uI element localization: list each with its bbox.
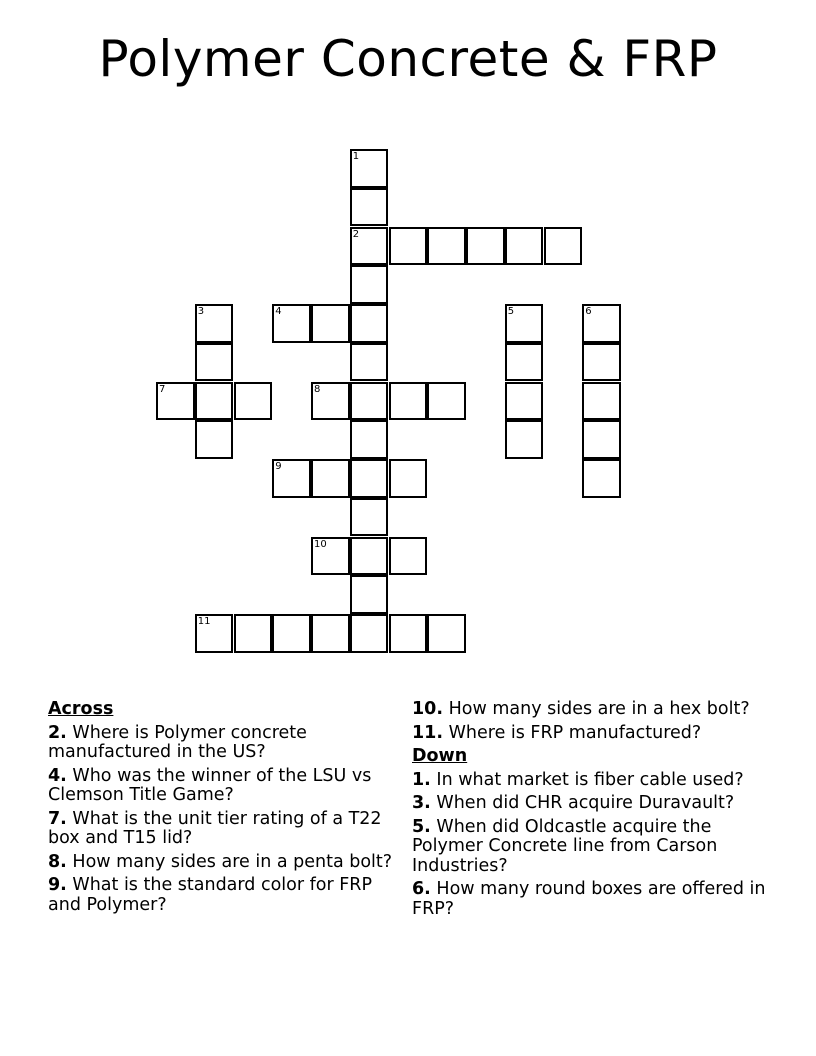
grid-cell[interactable] bbox=[427, 614, 466, 653]
grid-cell[interactable] bbox=[311, 537, 350, 576]
clue-down-6: 6. How many round boxes are offered in FRP? bbox=[412, 879, 766, 919]
cell-number: 9 bbox=[275, 461, 282, 472]
grid-cell[interactable] bbox=[582, 304, 621, 343]
grid-cell[interactable] bbox=[350, 149, 389, 188]
grid-cell[interactable] bbox=[195, 420, 234, 459]
cell-number: 11 bbox=[197, 616, 211, 627]
clue-down-1: 1. In what market is fiber cable used? bbox=[412, 769, 744, 790]
cell-number: 7 bbox=[159, 383, 166, 395]
grid-cell[interactable] bbox=[350, 265, 389, 304]
grid-cell[interactable] bbox=[350, 575, 389, 614]
grid-cell[interactable] bbox=[195, 304, 234, 343]
grid-cell[interactable] bbox=[389, 382, 428, 421]
grid-cell[interactable] bbox=[582, 420, 621, 459]
grid-cell[interactable] bbox=[350, 304, 389, 343]
clues-column-right bbox=[412, 700, 772, 923]
cell-number: 5 bbox=[507, 306, 515, 317]
grid-cell[interactable] bbox=[389, 227, 428, 266]
grid-cell[interactable] bbox=[311, 304, 350, 343]
grid-cell[interactable] bbox=[350, 498, 389, 537]
clue-down-3: 3. When did CHR acquire Duravault? bbox=[412, 793, 735, 813]
clue-across-2: 2. Where is Polymer concrete manufactured in the US? bbox=[48, 722, 307, 762]
grid-cell[interactable] bbox=[156, 382, 195, 421]
grid-cell[interactable] bbox=[466, 227, 505, 266]
grid-cell[interactable] bbox=[272, 614, 311, 653]
grid-cell[interactable] bbox=[544, 227, 583, 266]
grid-cell[interactable] bbox=[505, 304, 544, 343]
cell-number: 4 bbox=[275, 306, 282, 317]
grid-cell[interactable] bbox=[389, 614, 428, 653]
grid-cell[interactable] bbox=[505, 420, 544, 459]
grid-cell[interactable] bbox=[427, 382, 466, 421]
grid-cell[interactable] bbox=[350, 537, 389, 576]
grid-cell[interactable] bbox=[195, 343, 234, 382]
grid-cell[interactable] bbox=[234, 614, 273, 653]
clue-across-9: 9. What is the standard color for FRP and Polymer? bbox=[48, 875, 373, 915]
cell-number: 2 bbox=[352, 228, 360, 240]
puzzle-title: Polymer Concrete & FRP bbox=[98, 30, 718, 88]
grid-cell[interactable] bbox=[389, 537, 428, 576]
grid-cell[interactable] bbox=[427, 227, 466, 266]
grid-cell[interactable] bbox=[350, 343, 389, 382]
grid-cell[interactable] bbox=[350, 188, 389, 227]
grid-cell[interactable] bbox=[582, 382, 621, 421]
grid-cell[interactable] bbox=[195, 382, 234, 421]
clue-across-10: 10. How many sides are in a hex bolt? bbox=[412, 699, 750, 719]
grid-cell[interactable] bbox=[234, 382, 273, 421]
grid-cell[interactable] bbox=[311, 459, 350, 498]
across-heading: Across bbox=[48, 699, 114, 719]
grid-cell[interactable] bbox=[272, 304, 311, 343]
grid-cell[interactable] bbox=[272, 459, 311, 498]
grid-cell[interactable] bbox=[350, 227, 389, 266]
cell-number: 8 bbox=[314, 383, 321, 395]
cell-number: 3 bbox=[197, 306, 205, 317]
grid-cell[interactable] bbox=[350, 382, 389, 421]
clue-across-7: 7. What is the unit tier rating of a T22 box and T15 lid? bbox=[48, 808, 382, 848]
grid-cell[interactable] bbox=[582, 459, 621, 498]
clue-across-4: 4. Who was the winner of the LSU vs Clemson Title Game? bbox=[48, 765, 372, 805]
clue-across-8: 8. How many sides are in a penta bolt? bbox=[48, 851, 393, 872]
clue-down-5: 5. When did Oldcastle acquire the Polymer Concrete line from Carson Industries? bbox=[412, 816, 718, 876]
grid-cell[interactable] bbox=[195, 614, 234, 653]
cell-number: 1 bbox=[352, 151, 360, 162]
clues-column-left bbox=[48, 700, 393, 919]
grid-cell[interactable] bbox=[311, 382, 350, 421]
grid-cell[interactable] bbox=[505, 343, 544, 382]
grid-cell[interactable] bbox=[582, 343, 621, 382]
grid-cell[interactable] bbox=[311, 614, 350, 653]
cell-number: 6 bbox=[585, 306, 592, 317]
grid-cell[interactable] bbox=[505, 382, 544, 421]
cell-number: 10 bbox=[314, 538, 327, 550]
grid-cell[interactable] bbox=[350, 420, 389, 459]
grid-cell[interactable] bbox=[350, 614, 389, 653]
grid-cell[interactable] bbox=[389, 459, 428, 498]
clue-across-11: 11. Where is FRP manufactured? bbox=[412, 722, 702, 743]
grid-cell[interactable] bbox=[350, 459, 389, 498]
down-heading: Down bbox=[412, 746, 468, 766]
grid-cell[interactable] bbox=[505, 227, 544, 266]
